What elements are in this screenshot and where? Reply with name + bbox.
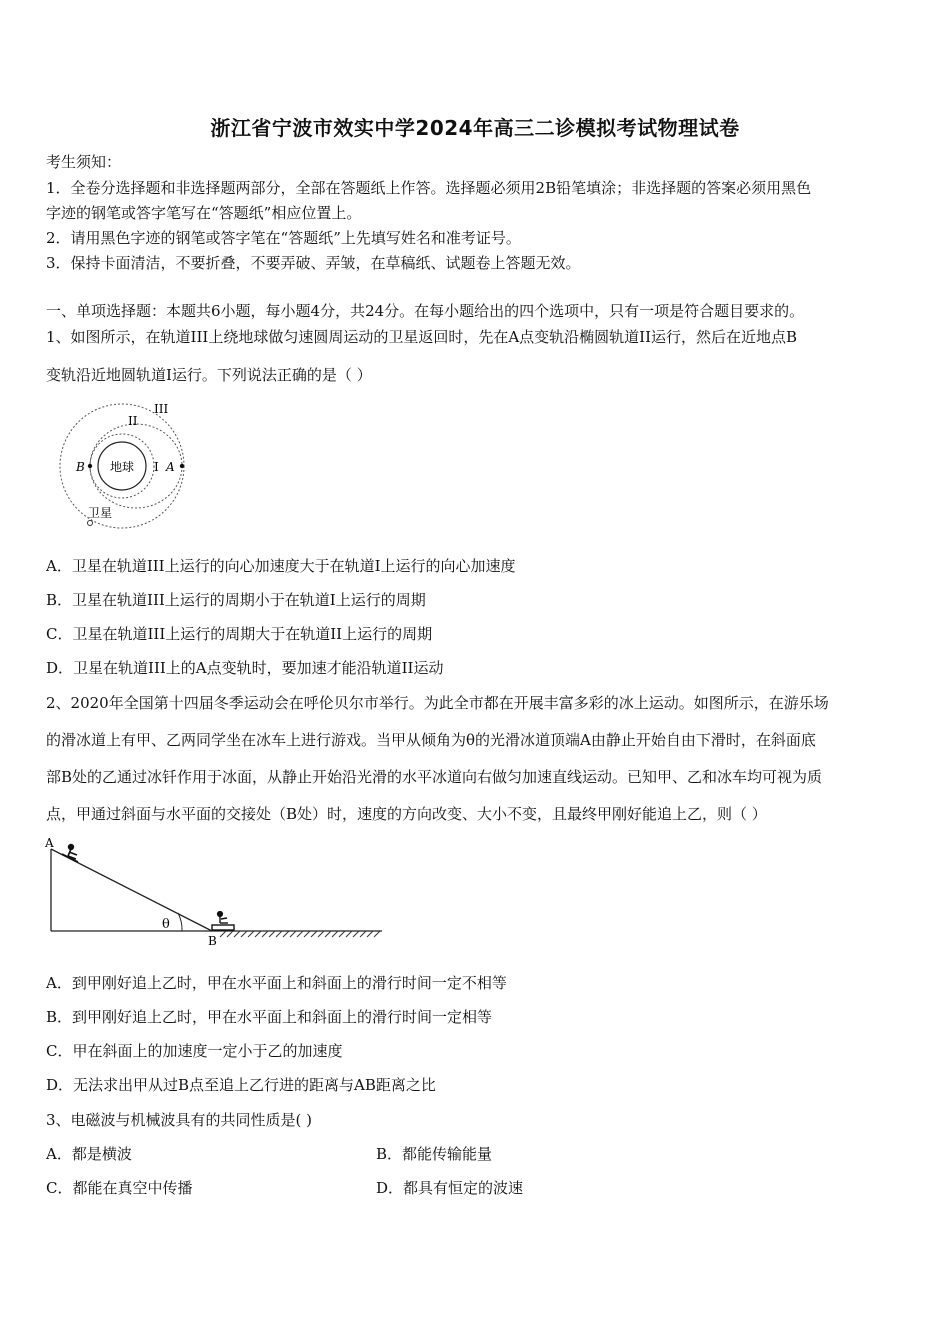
q2-stem: 部B处的乙通过冰钎作用于冰面，从静止开始沿光滑的水平冰道向右做匀加速直线运动。已知甲、乙和冰车均可视为质 [46,768,823,786]
ground-hatch [220,931,380,937]
notice-item: 字迹的钢笔或答字笔写在“答题纸”相应位置上。 [46,204,362,222]
q1-option: D．卫星在轨道III上的A点变轨时，要加速才能沿轨道II运动 [46,659,444,677]
q2-option: B．到甲刚好追上乙时，甲在水平面上和斜面上的滑行时间一定相等 [46,1008,493,1026]
section-heading: 一、单项选择题：本题共6小题，每小题4分，共24分。在每小题给出的四个选项中，只有一项是符合题目要求的。 [46,302,805,320]
satellite-icon [88,521,93,526]
earth-label: 地球 [109,460,135,474]
notice-item: 3．保持卡面清洁，不要折叠，不要弄破、弄皱，在草稿纸、试题卷上答题无效。 [46,254,581,272]
label-ii: II [128,414,138,428]
label-b: B [76,460,85,474]
q3-option: D．都具有恒定的波速 [376,1179,524,1197]
label-b: B [208,934,217,948]
page-title: 浙江省宁波市效实中学2024年高三二诊模拟考试物理试卷 [210,116,740,140]
label-i: I [154,460,159,474]
q2-stem: 2、2020年全国第十四届冬季运动会在呼伦贝尔市举行。为此全市都在开展丰富多彩的冰上运动。如图所示，在游乐场 [46,694,829,712]
q2-stem: 点，甲通过斜面与水平面的交接处（B处）时，速度的方向改变、大小不变，且最终甲刚好能追上乙，则（ ） [46,805,767,823]
q1-option: A．卫星在轨道III上运行的向心加速度大于在轨道I上运行的向心加速度 [46,557,516,575]
label-a: A [45,836,54,850]
q1-stem: 1、如图所示，在轨道III上绕地球做匀速圆周运动的卫星返回时，先在A点变轨沿椭圆轨道II运行，然后在近地点B [46,328,798,346]
label-iii: III [154,402,169,416]
notice-heading: 考生须知： [46,153,122,171]
q1-option: C．卫星在轨道III上运行的周期大于在轨道II上运行的周期 [46,625,433,643]
incline-diagram [40,835,390,950]
label-a: A [166,460,175,474]
q2-option: C．甲在斜面上的加速度一定小于乙的加速度 [46,1042,343,1060]
point-b [88,464,92,468]
q2-option: A．到甲刚好追上乙时，甲在水平面上和斜面上的滑行时间一定不相等 [46,974,507,992]
q3-option: B．都能传输能量 [376,1145,493,1163]
q2-stem: 的滑冰道上有甲、乙两同学坐在冰车上进行游戏。当甲从倾角为θ的光滑冰道顶端A由静止开始自由下滑时，在斜面底 [46,731,816,749]
q3-option: A．都是横波 [46,1145,132,1163]
sled-person-b-icon [212,912,234,930]
notice-item: 2．请用黑色字迹的钢笔或答字笔在“答题纸”上先填写姓名和准考证号。 [46,229,521,247]
q1-option: B．卫星在轨道III上运行的周期小于在轨道I上运行的周期 [46,591,426,609]
q3-stem: 3、电磁波与机械波具有的共同性质是( ) [46,1111,313,1129]
orbit-diagram [50,395,200,535]
q1-stem: 变轨沿近地圆轨道I运行。下列说法正确的是（ ） [46,366,372,384]
theta-label: θ [162,917,170,932]
notice-item: 1．全卷分选择题和非选择题两部分，全部在答题纸上作答。选择题必须用2B铅笔填涂；非选择题的答案必须用黑色 [46,179,812,197]
satellite-label: 卫星 [88,506,113,520]
q3-option: C．都能在真空中传播 [46,1179,193,1197]
point-a [180,464,184,468]
q2-option: D．无法求出甲从过B点至追上乙行进的距离与AB距离之比 [46,1076,436,1094]
